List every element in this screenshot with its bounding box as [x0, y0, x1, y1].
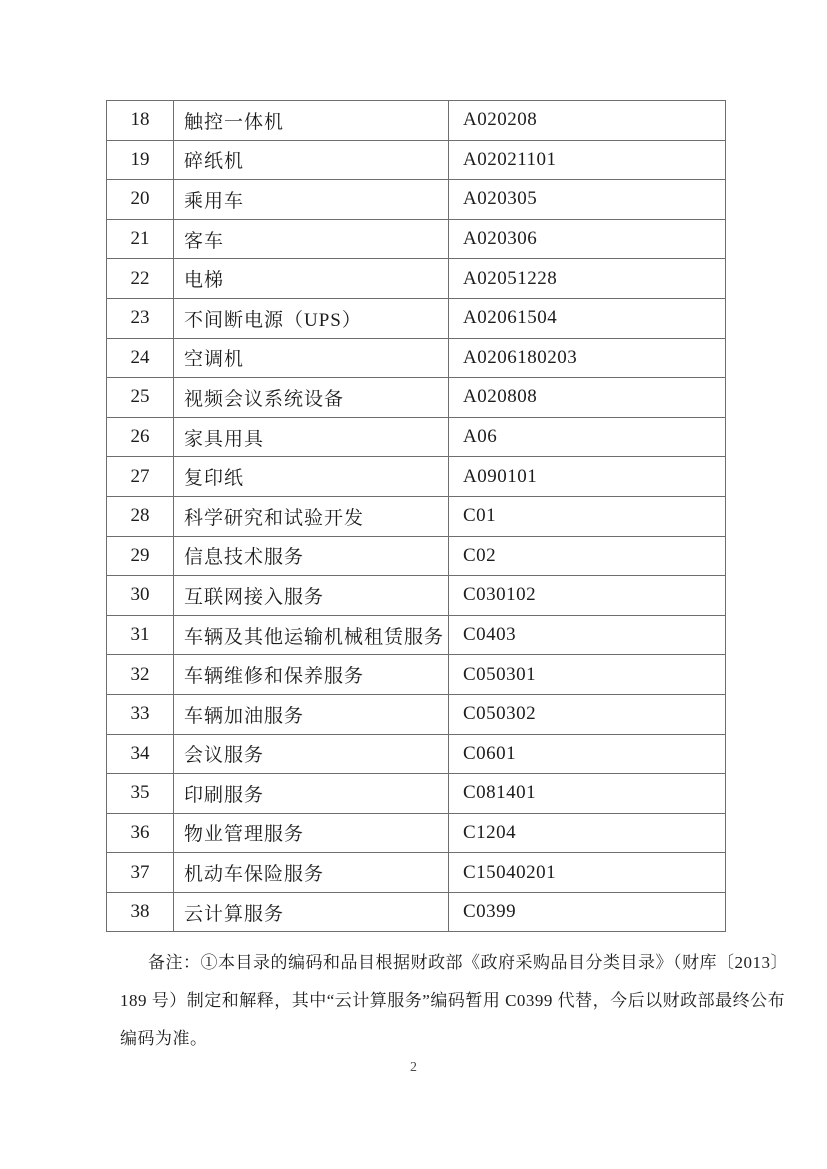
item-name-cell: 车辆加油服务 — [174, 694, 449, 734]
row-number-cell: 29 — [107, 536, 174, 576]
item-name-cell: 家具用具 — [174, 417, 449, 457]
item-code-cell: C0399 — [449, 892, 726, 932]
item-code-cell: C01 — [449, 496, 726, 536]
item-code-cell: A020208 — [449, 101, 726, 141]
item-name-cell: 印刷服务 — [174, 774, 449, 814]
item-name-cell: 互联网接入服务 — [174, 576, 449, 616]
table-row — [107, 338, 726, 378]
item-name-cell: 科学研究和试验开发 — [174, 496, 449, 536]
table-row — [107, 496, 726, 536]
item-name-cell: 空调机 — [174, 338, 449, 378]
row-number-cell: 19 — [107, 140, 174, 180]
item-name-cell: 物业管理服务 — [174, 813, 449, 853]
item-code-cell: A020306 — [449, 219, 726, 259]
item-code-cell: A02061504 — [449, 298, 726, 338]
row-number-cell: 28 — [107, 496, 174, 536]
item-code-cell: A020808 — [449, 378, 726, 418]
row-number-cell: 24 — [107, 338, 174, 378]
table-row — [107, 774, 726, 814]
table-row — [107, 734, 726, 774]
item-code-cell: A0206180203 — [449, 338, 726, 378]
row-number-cell: 35 — [107, 774, 174, 814]
page-number: 2 — [410, 1060, 417, 1075]
item-code-cell: A06 — [449, 417, 726, 457]
row-number-cell: 22 — [107, 259, 174, 299]
row-number-cell: 21 — [107, 219, 174, 259]
item-name-cell: 车辆维修和保养服务 — [174, 655, 449, 695]
row-number-cell: 33 — [107, 694, 174, 734]
item-name-cell: 会议服务 — [174, 734, 449, 774]
row-number-cell: 37 — [107, 853, 174, 893]
item-code-cell: C050302 — [449, 694, 726, 734]
table-row — [107, 694, 726, 734]
item-code-cell: A02051228 — [449, 259, 726, 299]
table-row — [107, 298, 726, 338]
table-row — [107, 655, 726, 695]
table-row — [107, 219, 726, 259]
row-number-cell: 26 — [107, 417, 174, 457]
item-name-cell: 不间断电源（UPS） — [174, 298, 449, 338]
table-row — [107, 180, 726, 220]
row-number-cell: 30 — [107, 576, 174, 616]
table-row — [107, 378, 726, 418]
note-line: 189 号）制定和解释，其中“云计算服务”编码暂用 C0399 代替，今后以财政部最终公布 — [120, 991, 786, 1010]
row-number-cell: 23 — [107, 298, 174, 338]
item-code-cell: C15040201 — [449, 853, 726, 893]
item-name-cell: 视频会议系统设备 — [174, 378, 449, 418]
table-row — [107, 536, 726, 576]
table-row — [107, 417, 726, 457]
item-name-cell: 复印纸 — [174, 457, 449, 497]
item-code-cell: C0601 — [449, 734, 726, 774]
procurement-catalog-table — [106, 100, 726, 932]
item-code-cell: C02 — [449, 536, 726, 576]
item-name-cell: 客车 — [174, 219, 449, 259]
item-code-cell: C050301 — [449, 655, 726, 695]
row-number-cell: 20 — [107, 180, 174, 220]
remarks-paragraph — [120, 944, 788, 1058]
table-row — [107, 101, 726, 141]
table-row — [107, 140, 726, 180]
item-code-cell: C030102 — [449, 576, 726, 616]
row-number-cell: 27 — [107, 457, 174, 497]
item-name-cell: 云计算服务 — [174, 892, 449, 932]
row-number-cell: 34 — [107, 734, 174, 774]
item-code-cell: A090101 — [449, 457, 726, 497]
row-number-cell: 18 — [107, 101, 174, 141]
row-number-cell: 38 — [107, 892, 174, 932]
row-number-cell: 31 — [107, 615, 174, 655]
item-name-cell: 车辆及其他运输机械租赁服务 — [174, 615, 449, 655]
table-row — [107, 813, 726, 853]
item-code-cell: C081401 — [449, 774, 726, 814]
item-name-cell: 电梯 — [174, 259, 449, 299]
item-name-cell: 信息技术服务 — [174, 536, 449, 576]
item-name-cell: 乘用车 — [174, 180, 449, 220]
item-name-cell: 机动车保险服务 — [174, 853, 449, 893]
row-number-cell: 32 — [107, 655, 174, 695]
table-row — [107, 457, 726, 497]
note-line: 编码为准。 — [120, 1029, 208, 1048]
table-row — [107, 853, 726, 893]
table-row — [107, 576, 726, 616]
table-row — [107, 259, 726, 299]
table-row — [107, 892, 726, 932]
item-name-cell: 碎纸机 — [174, 140, 449, 180]
item-name-cell: 触控一体机 — [174, 101, 449, 141]
note-line: 备注：①本目录的编码和品目根据财政部《政府采购品目分类目录》（财库〔2013〕 — [148, 953, 788, 972]
item-code-cell: A02021101 — [449, 140, 726, 180]
row-number-cell: 36 — [107, 813, 174, 853]
row-number-cell: 25 — [107, 378, 174, 418]
item-code-cell: C0403 — [449, 615, 726, 655]
table-row — [107, 615, 726, 655]
item-code-cell: C1204 — [449, 813, 726, 853]
item-code-cell: A020305 — [449, 180, 726, 220]
